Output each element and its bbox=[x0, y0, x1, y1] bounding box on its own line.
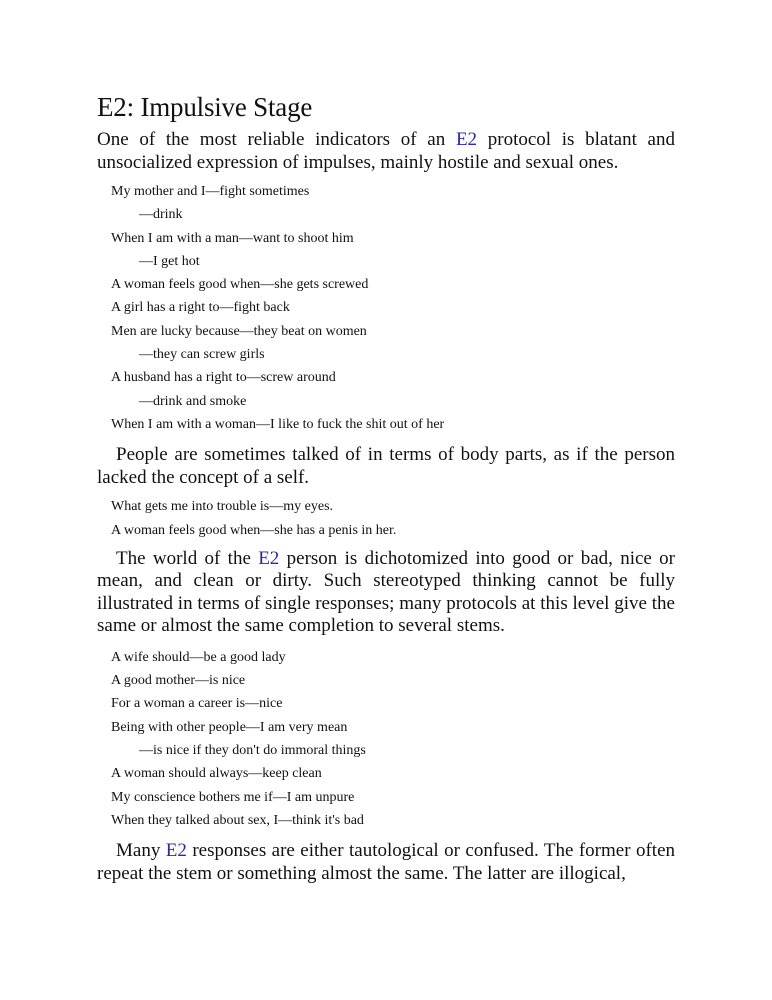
paragraph-intro bbox=[97, 129, 675, 174]
paragraph-text: responses are either tautological or confused. The former often repeat the stem or something almost the same. The latter are illogical, bbox=[97, 840, 676, 884]
example-item: My conscience bothers me if—I am unpure bbox=[111, 789, 355, 805]
paragraph-text: person is dichotomized into good or bad, nice or mean, and clean or dirty. Such stereotyped thinking cannot be fully illustrated in terms of single responses; many protocols at this level give the same or almost the same completion to several stems. bbox=[97, 547, 675, 637]
example-item: A woman feels good when—she has a penis in her. bbox=[111, 522, 397, 538]
example-continuation: —is nice if they don't do immoral things bbox=[139, 743, 366, 759]
paragraph-text: The world of the bbox=[116, 547, 259, 569]
paragraph-dichotomy bbox=[97, 548, 675, 638]
example-item: A wife should—be a good lady bbox=[111, 649, 286, 665]
example-continuation: —drink bbox=[139, 207, 183, 223]
example-item: A woman feels good when—she gets screwed bbox=[111, 277, 369, 293]
document-page bbox=[97, 90, 675, 885]
example-item: When they talked about sex, I—think it's bad bbox=[111, 812, 364, 828]
example-item: A husband has a right to—screw around bbox=[111, 370, 336, 386]
example-item: Being with other people—I am very mean bbox=[111, 719, 348, 735]
section-heading: E2: Impulsive Stage bbox=[97, 92, 313, 122]
example-item: A woman should always—keep clean bbox=[111, 766, 322, 782]
example-continuation: —I get hot bbox=[139, 253, 200, 269]
paragraph-text: protocol is blatant and unsocialized expression of impulses, mainly hostile and sexual ones. bbox=[97, 129, 675, 173]
paragraph-tautological bbox=[97, 840, 675, 885]
example-item: What gets me into trouble is—my eyes. bbox=[111, 499, 334, 515]
term-link[interactable]: E2 bbox=[165, 840, 187, 862]
example-item: A girl has a right to—fight back bbox=[111, 300, 290, 316]
example-item: When I am with a man—want to shoot him bbox=[111, 230, 354, 246]
example-item: A good mother—is nice bbox=[111, 673, 246, 689]
term-link[interactable]: E2 bbox=[455, 129, 478, 150]
example-item: When I am with a woman—I like to fuck the shit out of her bbox=[111, 416, 445, 432]
example-item: For a woman a career is—nice bbox=[111, 696, 283, 712]
example-item: My mother and I—fight sometimes bbox=[111, 184, 310, 199]
paragraph-text: Many bbox=[116, 840, 166, 862]
example-list-impulses bbox=[97, 180, 675, 436]
example-continuation: —they can screw girls bbox=[139, 347, 265, 363]
example-list-body-parts bbox=[97, 495, 675, 542]
paragraph-body-parts: People are sometimes talked of in terms of body parts, as if the person lacked the concept of a self. bbox=[97, 444, 675, 488]
example-continuation: —drink and smoke bbox=[139, 393, 247, 409]
term-link[interactable]: E2 bbox=[258, 547, 280, 569]
example-list-stereotyped bbox=[97, 646, 675, 832]
example-item: Men are lucky because—they beat on women bbox=[111, 323, 367, 339]
paragraph-text: One of the most reliable indicators of an bbox=[97, 129, 456, 150]
